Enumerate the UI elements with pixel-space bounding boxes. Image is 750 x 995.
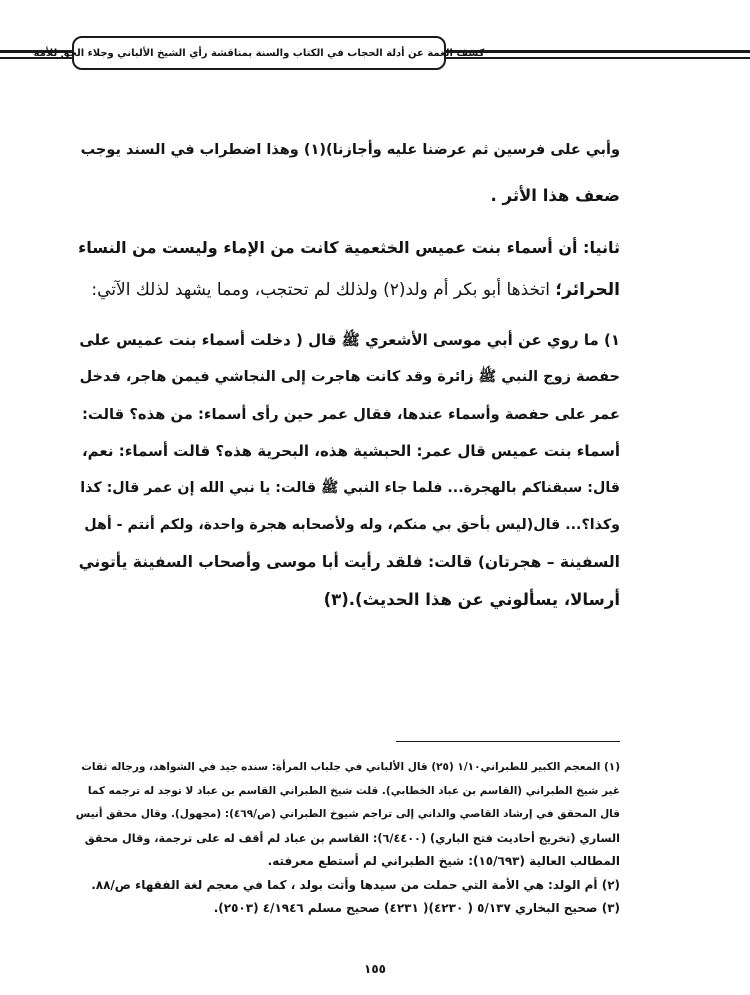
footnote-line: غير شيخ الطبراني (القاسم بن عباد الخطابي). قلت شيخ الطبراني القاسم بن عباد لا توجد له ترجمه كما	[87, 784, 620, 797]
footnote-line: (٣) صحيح البخاري ٥/١٣٧ ( ٤٢٣٠)( ٤٢٣١) صحيح مسلم ٤/١٩٤٦ (٢٥٠٣).	[213, 901, 620, 915]
paragraph-line: ثانيا: أن أسماء بنت عميس الخثعمية كانت من الإماء وليست من النساء	[78, 238, 620, 257]
bold-word: الحرائر؛	[555, 280, 620, 300]
paragraph-3	[76, 322, 620, 618]
footnotes	[76, 756, 620, 921]
paragraph-line: وكذا؟... قال(ليس بأحق بي منكم، وله ولأصحابه هجرة واحدة، ولكم أنتم - أهل	[84, 517, 620, 533]
running-header	[33, 36, 485, 70]
paragraph-line: وأبي على فرسين ثم عرضنا عليه وأجازنا)(١) وهذا اضطراب في السند يوجب	[80, 142, 620, 158]
paragraph-line: ضعف هذا الأثر .	[490, 186, 620, 205]
footnote-line: الساري (تخريج أحاديث فتح الباري) (٦/٤٤٠٠): القاسم بن عباد لم أقف له على ترجمة، وقال محقق	[84, 831, 620, 845]
footnote-line: (٢) أم الولد: هي الأمة التي حملت من سيدها وأتت بولد ، كما في معجم لغة الفقهاء ص/٨٨.	[91, 877, 620, 892]
paragraph-line: حفصة زوج النبي ﷺ زائرة وقد كانت هاجرت إلى النجاشي فيمن هاجر، فدخل	[79, 369, 620, 385]
line-rest: اتخذها أبو بكر أم ولد(٢) ولذلك لم تحتجب، ومما يشهد لذلك الآتي:	[91, 280, 556, 300]
footnote-line: قال المحقق في إرشاد القاصي والداني إلى تراجم شيوخ الطبراني (ص/٤٦٩): (مجهول). وقال محقق أنيس	[75, 808, 620, 820]
footnote-line: (١) المعجم الكبير للطبراني١/١٠ (٢٥) قال الألباني في جلباب المرأة: سنده جيد في الشواهد، ورجاله ثقات	[81, 761, 620, 773]
footnote-line: المطالب العالية (١٥/٦٩٣): شيخ الطبراني لم أستطع معرفته.	[267, 854, 620, 868]
paragraph-line: أسماء بنت عميس قال عمر: الحبشية هذه، البحرية هذه؟ قالت أسماء: نعم،	[81, 442, 620, 460]
paragraph-line: ١) ما روي عن أبي موسى الأشعري ﷺ قال ( دخلت أسماء بنت عميس على	[79, 331, 620, 349]
footnote-separator	[396, 741, 620, 742]
paragraph-line: قال: سبقناكم بالهجرة... فلما جاء النبي ﷺ قالت: يا نبي الله إن عمر قال: كذا	[80, 480, 620, 496]
page-number: ١٥٥	[364, 962, 386, 976]
paragraph-line: عمر على حفصة وأسماء عندها، فقال عمر حين رأى أسماء: من هذه؟ قالت:	[81, 406, 620, 423]
paragraph-1	[76, 128, 620, 218]
paragraph-line: أرسالا، يسألوني عن هذا الحديث).(٣)	[323, 590, 620, 609]
header-title: كشف الغمة عن أدلة الحجاب في الكتاب والسنة بمناقشة رأي الشيخ الألباني وجلاء الحق للأمة	[33, 47, 485, 59]
paragraph-line: السفينة – هجرتان) قالت: فلقد رأيت أبا موسى وأصحاب السفينة يأتوني	[78, 553, 620, 571]
paragraph-line	[76, 269, 620, 311]
paragraph-2	[76, 227, 620, 311]
